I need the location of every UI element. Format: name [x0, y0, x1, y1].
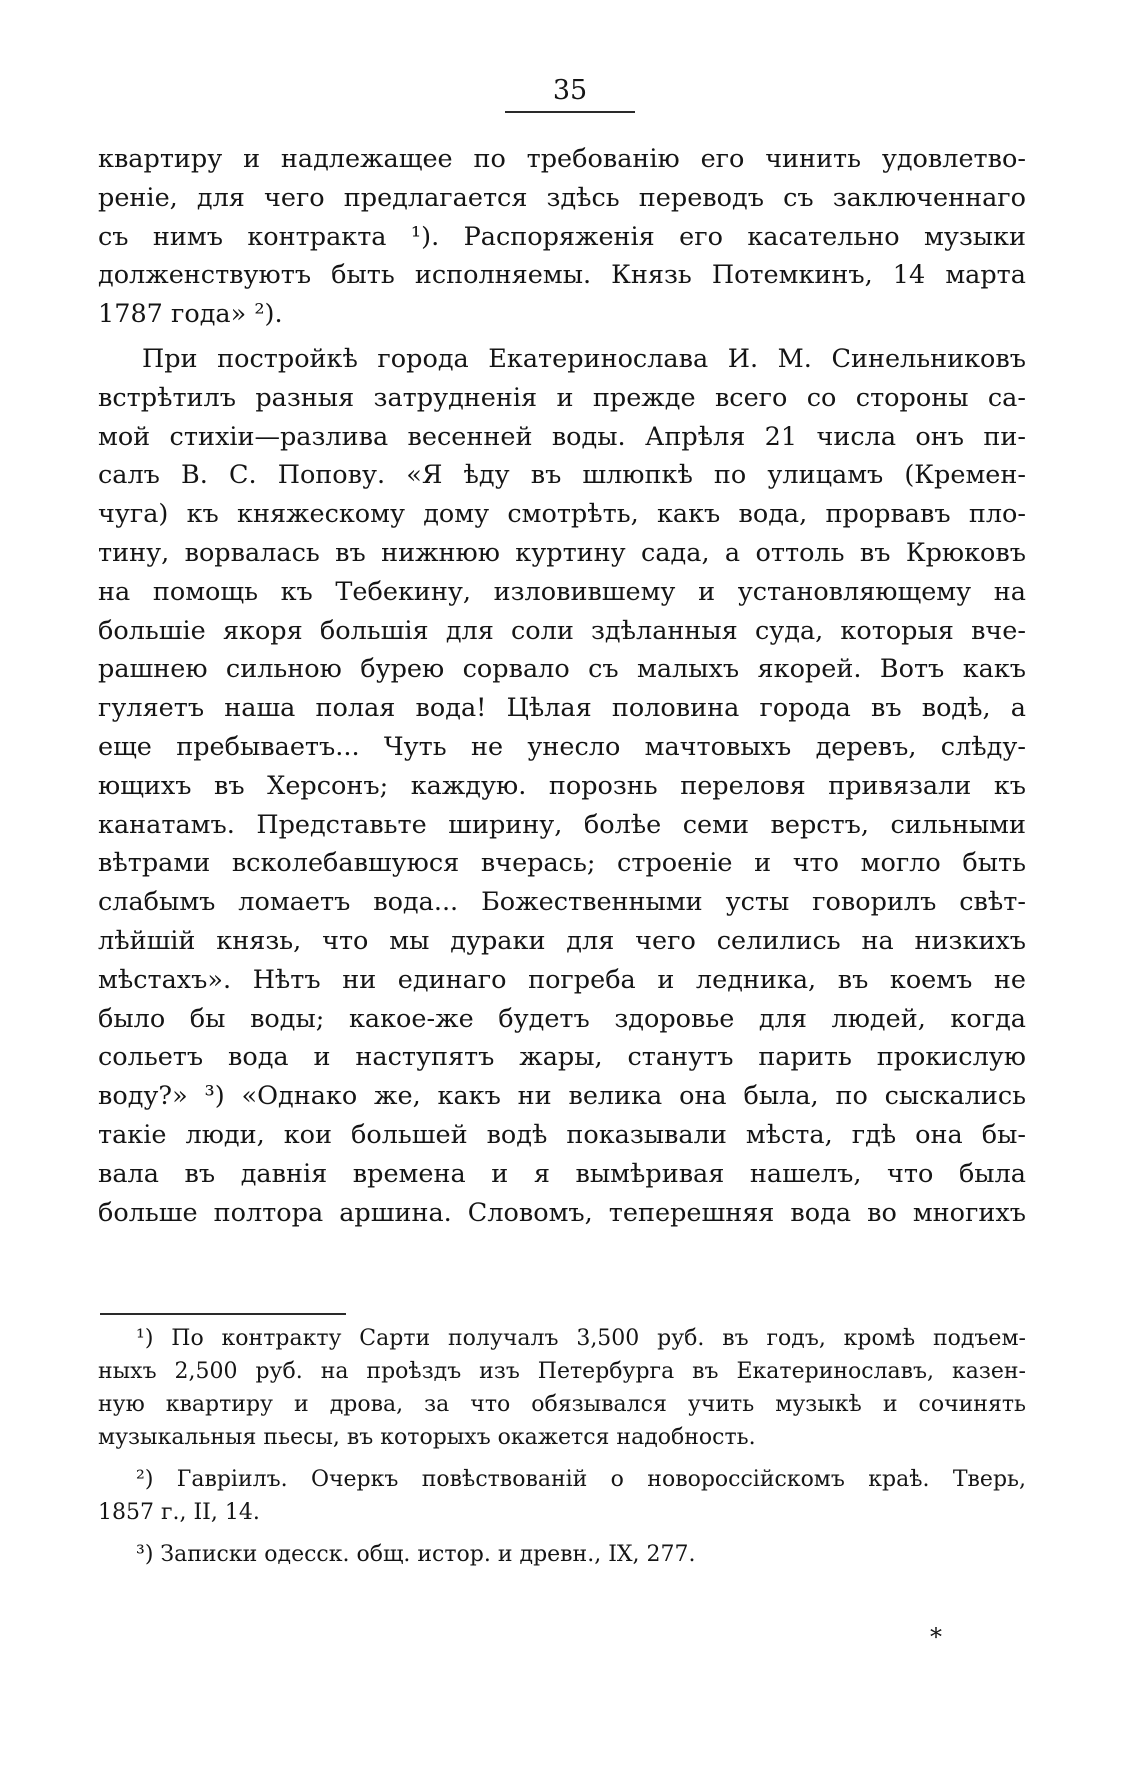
footnote-line: ³) Записки одесск. общ. истор. и древн., IX, 277. [136, 1542, 696, 1567]
signature-mark: * [930, 1623, 942, 1651]
footnote-line: ныхъ 2,500 руб. на проѣздъ изъ Петербурга въ Екатеринославъ, казен- [98, 1359, 1026, 1384]
body-line: такіе люди, кои большей водѣ показывали мѣста, гдѣ она бы- [98, 1119, 1026, 1150]
body-line: слабымъ ломаетъ вода... Божественными усты говорилъ свѣт- [98, 887, 1026, 918]
footnotes [98, 1322, 1026, 1571]
header-rule [505, 111, 635, 113]
body-text [98, 140, 1026, 1232]
body-line: чуга) къ княжескому дому смотрѣть, какъ вода, прорвавъ пло- [98, 499, 1026, 530]
body-line: встрѣтилъ разныя затрудненія и прежде всего со стороны са- [98, 382, 1026, 413]
footnote-line: 1857 г., II, 14. [98, 1500, 260, 1525]
footnote-rule [100, 1313, 346, 1315]
body-line: реніе, для чего предлагается здѣсь переводъ съ заключеннаго [98, 182, 1026, 213]
body-line: съ нимъ контракта ¹). Распоряженія его касательно музыки [98, 221, 1026, 252]
body-line: сольетъ вода и наступятъ жары, станутъ парить прокислую [98, 1042, 1026, 1073]
body-line: канатамъ. Представьте ширину, болѣе семи верстъ, сильными [98, 809, 1026, 840]
body-line: 1787 года» ²). [98, 299, 283, 330]
footnote-line: ¹) По контракту Сарти получалъ 3,500 руб. въ годъ, кромѣ подъем- [136, 1326, 1026, 1351]
footnote-gap [98, 1529, 1026, 1538]
body-line: долженствуютъ быть исполняемы. Князь Потемкинъ, 14 марта [98, 260, 1026, 291]
body-line: вѣтрами всколебавшуюся вчерась; строеніе и что могло быть [98, 848, 1026, 879]
body-line: на помощь къ Тебекину, изловившему и установляющему на [98, 576, 1026, 607]
body-line: было бы воды; какое-же будетъ здоровье для людей, когда [98, 1003, 1026, 1034]
footnote-line: музыкальныя пьесы, въ которыхъ окажется надобность. [98, 1425, 756, 1450]
body-line: воду?» ³) «Однако же, какъ ни велика она была, по сыскались [98, 1081, 1026, 1112]
body-line: рашнею сильною бурею сорвало съ малыхъ якорей. Вотъ какъ [98, 654, 1026, 685]
body-line: При постройкѣ города Екатеринослава И. М. Синельниковъ [142, 343, 1026, 374]
footnote-line: ную квартиру и дрова, за что обязывался учить музыкѣ и сочинять [98, 1392, 1026, 1417]
body-line: мой стихіи—разлива весенней воды. Апрѣля 21 числа онъ пи- [98, 421, 1026, 452]
body-line: мѣстахъ». Нѣтъ ни единаго погреба и ледника, въ коемъ не [98, 964, 1026, 995]
page-number: 35 [552, 75, 588, 106]
body-line: квартиру и надлежащее по требованію его чинить удовлетво- [98, 144, 1026, 174]
body-line: салъ В. С. Попову. «Я ѣду въ шлюпкѣ по улицамъ (Кремен- [98, 460, 1026, 491]
body-line: больше полтора аршина. Словомъ, теперешняя вода во многихъ [98, 1197, 1026, 1228]
body-line: большіе якоря большія для соли здѣланныя суда, которыя вче- [98, 615, 1026, 646]
body-line: вала въ давнія времена и я вымѣривая нашелъ, что была [98, 1158, 1026, 1189]
body-line: лѣйшій князь, что мы дураки для чего селились на низкихъ [98, 925, 1026, 956]
body-line: тину, ворвалась въ нижнюю куртину сада, а оттоль въ Крюковъ [98, 537, 1026, 568]
body-line: гуляетъ наша полая вода! Цѣлая половина города въ водѣ, а [98, 693, 1026, 724]
body-line: ющихъ въ Херсонъ; каждую. порознь переловя привязали къ [98, 770, 1026, 801]
body-line: еще пребываетъ... Чуть не унесло мачтовыхъ деревъ, слѣду- [98, 731, 1026, 762]
footnote-line: ²) Гавріилъ. Очеркъ повѣствованій о новороссійскомъ краѣ. Тверь, [136, 1467, 1026, 1492]
footnote-gap [98, 1454, 1026, 1463]
